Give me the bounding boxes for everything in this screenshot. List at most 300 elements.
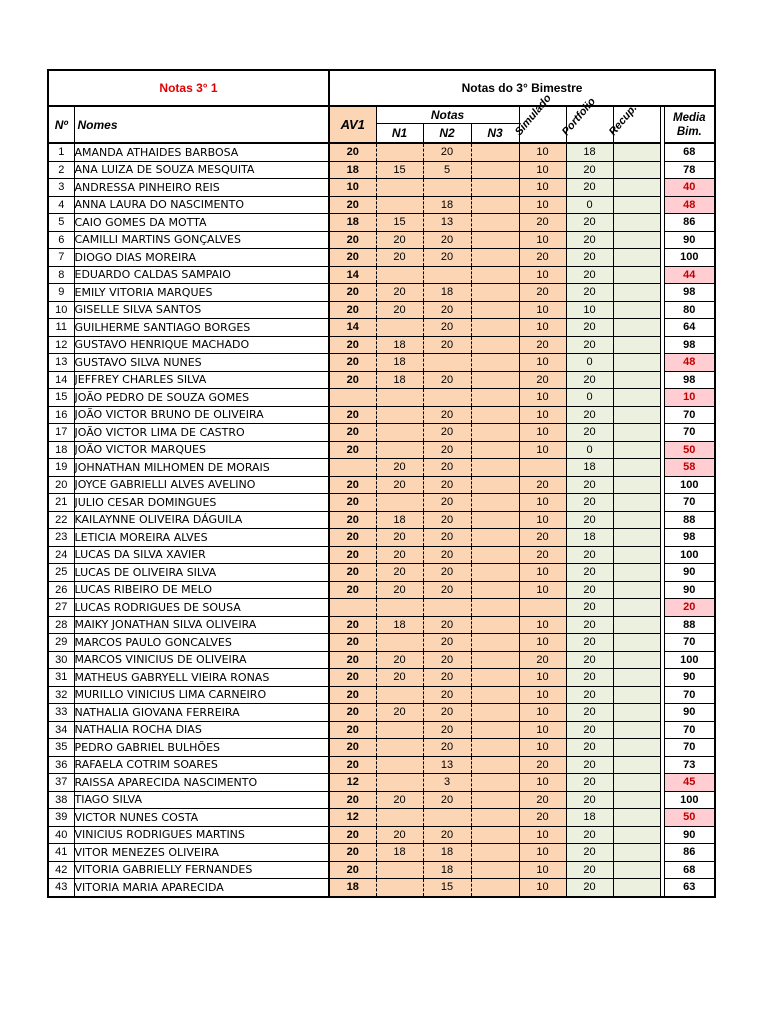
n2-grade: 18	[423, 844, 471, 862]
student-number: 23	[48, 529, 74, 547]
student-number: 31	[48, 669, 74, 687]
bimester-average: 20	[664, 599, 715, 617]
n2-grade	[423, 354, 471, 372]
av1-grade: 10	[329, 179, 376, 197]
n2-grade: 15	[423, 879, 471, 897]
n3-grade	[471, 389, 519, 407]
av1-grade: 20	[329, 511, 376, 529]
n2-grade: 20	[423, 564, 471, 582]
col-header-notas: Notas	[376, 106, 519, 124]
simulado-grade: 10	[519, 879, 566, 897]
av1-grade: 20	[329, 581, 376, 599]
n3-grade	[471, 546, 519, 564]
av1-grade: 20	[329, 616, 376, 634]
portfolio-grade: 20	[566, 704, 613, 722]
n3-grade	[471, 809, 519, 827]
recup-grade	[613, 494, 660, 512]
av1-grade: 20	[329, 529, 376, 547]
n1-grade: 20	[376, 564, 423, 582]
av1-grade: 18	[329, 214, 376, 232]
table-row	[48, 634, 715, 652]
student-name: JOYCE GABRIELLI ALVES AVELINO	[74, 476, 329, 494]
student-name: VITOR MENEZES OLIVEIRA	[74, 844, 329, 862]
portfolio-grade: 20	[566, 791, 613, 809]
col-header-recup: Recup.	[613, 106, 660, 143]
n1-grade: 20	[376, 284, 423, 302]
table-row	[48, 844, 715, 862]
simulado-grade: 10	[519, 669, 566, 687]
recup-grade	[613, 826, 660, 844]
n1-grade: 20	[376, 581, 423, 599]
av1-grade: 20	[329, 301, 376, 319]
n2-grade: 20	[423, 511, 471, 529]
student-number: 24	[48, 546, 74, 564]
bimester-average: 100	[664, 546, 715, 564]
col-header-number: Nº	[48, 106, 74, 143]
portfolio-grade: 18	[566, 143, 613, 161]
student-name: DIOGO DIAS MOREIRA	[74, 249, 329, 267]
n2-grade: 20	[423, 371, 471, 389]
n2-grade: 20	[423, 634, 471, 652]
simulado-grade: 10	[519, 826, 566, 844]
student-number: 43	[48, 879, 74, 897]
table-row	[48, 774, 715, 792]
recup-grade	[613, 546, 660, 564]
bimester-average: 70	[664, 634, 715, 652]
table-row	[48, 511, 715, 529]
student-rows	[48, 143, 715, 897]
student-number: 4	[48, 196, 74, 214]
n1-grade	[376, 599, 423, 617]
n2-grade: 20	[423, 791, 471, 809]
class-title: Notas 3° 1	[48, 70, 329, 106]
simulado-grade: 20	[519, 809, 566, 827]
student-name: MARCOS VINICIUS DE OLIVEIRA	[74, 651, 329, 669]
recup-grade	[613, 861, 660, 879]
table-row	[48, 599, 715, 617]
simulado-grade: 10	[519, 739, 566, 757]
student-name: JOÃO PEDRO DE SOUZA GOMES	[74, 389, 329, 407]
av1-grade: 20	[329, 406, 376, 424]
n3-grade	[471, 774, 519, 792]
table-row	[48, 371, 715, 389]
bimester-average: 70	[664, 739, 715, 757]
simulado-grade: 10	[519, 511, 566, 529]
simulado-grade: 10	[519, 616, 566, 634]
student-number: 12	[48, 336, 74, 354]
table-row	[48, 686, 715, 704]
bimester-average: 88	[664, 616, 715, 634]
student-number: 2	[48, 161, 74, 179]
simulado-grade: 10	[519, 634, 566, 652]
grades-table	[47, 69, 716, 898]
n2-grade: 13	[423, 756, 471, 774]
n2-grade: 20	[423, 406, 471, 424]
n3-grade	[471, 424, 519, 442]
recup-grade	[613, 424, 660, 442]
student-number: 36	[48, 756, 74, 774]
table-row	[48, 441, 715, 459]
table-row	[48, 756, 715, 774]
recup-grade	[613, 616, 660, 634]
av1-grade: 20	[329, 791, 376, 809]
simulado-grade: 10	[519, 161, 566, 179]
n2-grade: 5	[423, 161, 471, 179]
n3-grade	[471, 739, 519, 757]
recup-grade	[613, 179, 660, 197]
student-number: 38	[48, 791, 74, 809]
bimester-average: 58	[664, 459, 715, 477]
simulado-grade: 20	[519, 249, 566, 267]
portfolio-grade: 20	[566, 179, 613, 197]
student-number: 26	[48, 581, 74, 599]
recup-grade	[613, 721, 660, 739]
recup-grade	[613, 161, 660, 179]
n1-grade: 20	[376, 651, 423, 669]
n2-grade	[423, 599, 471, 617]
simulado-grade: 10	[519, 844, 566, 862]
av1-grade: 20	[329, 143, 376, 161]
table-row	[48, 336, 715, 354]
student-name: ANNA LAURA DO NASCIMENTO	[74, 196, 329, 214]
recup-grade	[613, 529, 660, 547]
student-number: 30	[48, 651, 74, 669]
table-row	[48, 196, 715, 214]
student-name: NATHALIA ROCHA DIAS	[74, 721, 329, 739]
recup-grade	[613, 809, 660, 827]
recup-grade	[613, 756, 660, 774]
av1-grade	[329, 389, 376, 407]
simulado-grade: 10	[519, 564, 566, 582]
portfolio-grade: 20	[566, 424, 613, 442]
student-name: VITORIA MARIA APARECIDA	[74, 879, 329, 897]
simulado-grade: 10	[519, 406, 566, 424]
n1-grade	[376, 739, 423, 757]
recup-grade	[613, 266, 660, 284]
portfolio-grade: 20	[566, 564, 613, 582]
n1-grade: 20	[376, 546, 423, 564]
table-row	[48, 879, 715, 897]
col-header-av1: AV1	[329, 106, 376, 143]
n2-grade: 13	[423, 214, 471, 232]
n3-grade	[471, 319, 519, 337]
bimester-average: 78	[664, 161, 715, 179]
table-row	[48, 564, 715, 582]
n1-grade	[376, 721, 423, 739]
student-name: LUCAS RIBEIRO DE MELO	[74, 581, 329, 599]
table-row	[48, 669, 715, 687]
portfolio-grade: 20	[566, 511, 613, 529]
student-name: VITORIA GABRIELLY FERNANDES	[74, 861, 329, 879]
student-number: 28	[48, 616, 74, 634]
n2-grade: 20	[423, 424, 471, 442]
av1-grade: 20	[329, 704, 376, 722]
col-header-media: Media Bim.	[664, 106, 715, 143]
recup-grade	[613, 371, 660, 389]
recup-grade	[613, 319, 660, 337]
n3-grade	[471, 529, 519, 547]
n3-grade	[471, 266, 519, 284]
student-number: 9	[48, 284, 74, 302]
student-name: VINICIUS RODRIGUES MARTINS	[74, 826, 329, 844]
student-name: VICTOR NUNES COSTA	[74, 809, 329, 827]
recup-grade	[613, 214, 660, 232]
av1-grade: 20	[329, 494, 376, 512]
n3-grade	[471, 143, 519, 161]
n2-grade: 20	[423, 669, 471, 687]
n3-grade	[471, 844, 519, 862]
recup-grade	[613, 704, 660, 722]
bimester-average: 40	[664, 179, 715, 197]
av1-grade: 18	[329, 161, 376, 179]
n1-grade	[376, 861, 423, 879]
simulado-grade	[519, 459, 566, 477]
table-row	[48, 459, 715, 477]
table-row	[48, 739, 715, 757]
portfolio-grade: 20	[566, 249, 613, 267]
n1-grade: 15	[376, 214, 423, 232]
n2-grade: 20	[423, 581, 471, 599]
bimester-average: 86	[664, 844, 715, 862]
student-number: 10	[48, 301, 74, 319]
portfolio-grade: 20	[566, 406, 613, 424]
n1-grade	[376, 424, 423, 442]
simulado-grade: 20	[519, 651, 566, 669]
bimester-average: 80	[664, 301, 715, 319]
bimester-average: 73	[664, 756, 715, 774]
recup-grade	[613, 301, 660, 319]
n3-grade	[471, 354, 519, 372]
n1-grade	[376, 389, 423, 407]
simulado-grade: 10	[519, 861, 566, 879]
n2-grade: 18	[423, 284, 471, 302]
n2-grade	[423, 389, 471, 407]
portfolio-grade: 0	[566, 196, 613, 214]
n2-grade: 20	[423, 476, 471, 494]
student-number: 3	[48, 179, 74, 197]
n1-grade: 18	[376, 511, 423, 529]
recup-grade	[613, 389, 660, 407]
bimester-average: 68	[664, 143, 715, 161]
n3-grade	[471, 196, 519, 214]
n2-grade: 20	[423, 529, 471, 547]
simulado-grade: 20	[519, 476, 566, 494]
n2-grade	[423, 179, 471, 197]
col-header-portfolio: Portfolio	[566, 106, 613, 143]
table-row	[48, 476, 715, 494]
student-number: 29	[48, 634, 74, 652]
col-header-n3: N3	[471, 124, 519, 144]
n3-grade	[471, 179, 519, 197]
table-row	[48, 249, 715, 267]
student-number: 18	[48, 441, 74, 459]
portfolio-grade: 20	[566, 721, 613, 739]
recup-grade	[613, 406, 660, 424]
student-number: 11	[48, 319, 74, 337]
n1-grade	[376, 143, 423, 161]
bimester-average: 100	[664, 476, 715, 494]
student-name: MARCOS PAULO GONCALVES	[74, 634, 329, 652]
av1-grade: 20	[329, 686, 376, 704]
n2-grade: 20	[423, 494, 471, 512]
av1-grade	[329, 459, 376, 477]
recup-grade	[613, 739, 660, 757]
n3-grade	[471, 459, 519, 477]
portfolio-grade: 20	[566, 669, 613, 687]
student-name: LETICIA MOREIRA ALVES	[74, 529, 329, 547]
bimester-average: 90	[664, 564, 715, 582]
student-name: TIAGO SILVA	[74, 791, 329, 809]
table-row	[48, 214, 715, 232]
table-row	[48, 284, 715, 302]
table-row	[48, 861, 715, 879]
n1-grade	[376, 494, 423, 512]
av1-grade: 20	[329, 756, 376, 774]
portfolio-grade: 20	[566, 826, 613, 844]
student-number: 20	[48, 476, 74, 494]
n2-grade: 18	[423, 196, 471, 214]
student-number: 6	[48, 231, 74, 249]
student-number: 15	[48, 389, 74, 407]
simulado-grade: 20	[519, 371, 566, 389]
bimester-average: 50	[664, 441, 715, 459]
bimester-average: 70	[664, 721, 715, 739]
recup-grade	[613, 564, 660, 582]
student-number: 41	[48, 844, 74, 862]
n1-grade: 18	[376, 354, 423, 372]
student-number: 16	[48, 406, 74, 424]
bimester-average: 44	[664, 266, 715, 284]
student-number: 35	[48, 739, 74, 757]
bimester-average: 63	[664, 879, 715, 897]
student-name: EDUARDO CALDAS SAMPAIO	[74, 266, 329, 284]
av1-grade: 20	[329, 546, 376, 564]
n3-grade	[471, 564, 519, 582]
bimester-average: 90	[664, 669, 715, 687]
simulado-grade: 10	[519, 196, 566, 214]
n1-grade: 20	[376, 704, 423, 722]
portfolio-grade: 20	[566, 599, 613, 617]
table-row	[48, 406, 715, 424]
student-number: 13	[48, 354, 74, 372]
n3-grade	[471, 826, 519, 844]
av1-grade: 20	[329, 284, 376, 302]
n3-grade	[471, 441, 519, 459]
n3-grade	[471, 249, 519, 267]
n1-grade	[376, 406, 423, 424]
n1-grade: 20	[376, 476, 423, 494]
recup-grade	[613, 441, 660, 459]
simulado-grade: 10	[519, 389, 566, 407]
av1-grade: 20	[329, 826, 376, 844]
student-name: GUSTAVO HENRIQUE MACHADO	[74, 336, 329, 354]
student-number: 7	[48, 249, 74, 267]
av1-grade: 20	[329, 861, 376, 879]
bimester-average: 70	[664, 424, 715, 442]
n2-grade	[423, 809, 471, 827]
n3-grade	[471, 861, 519, 879]
av1-grade: 20	[329, 371, 376, 389]
av1-grade: 20	[329, 441, 376, 459]
student-number: 42	[48, 861, 74, 879]
av1-grade: 20	[329, 231, 376, 249]
recup-grade	[613, 354, 660, 372]
student-name: LUCAS DE OLIVEIRA SILVA	[74, 564, 329, 582]
av1-grade: 20	[329, 651, 376, 669]
student-name: JOÃO VICTOR MARQUES	[74, 441, 329, 459]
simulado-grade: 10	[519, 179, 566, 197]
table-row	[48, 266, 715, 284]
student-name: PEDRO GABRIEL BULHÕES	[74, 739, 329, 757]
student-name: JOHNATHAN MILHOMEN DE MORAIS	[74, 459, 329, 477]
n2-grade: 3	[423, 774, 471, 792]
student-number: 33	[48, 704, 74, 722]
recup-grade	[613, 581, 660, 599]
n3-grade	[471, 231, 519, 249]
n1-grade	[376, 879, 423, 897]
n3-grade	[471, 791, 519, 809]
av1-grade: 20	[329, 196, 376, 214]
table-row	[48, 616, 715, 634]
table-row	[48, 161, 715, 179]
bimester-average: 70	[664, 494, 715, 512]
portfolio-grade: 20	[566, 546, 613, 564]
av1-grade: 20	[329, 669, 376, 687]
n2-grade: 20	[423, 721, 471, 739]
student-name: JEFFREY CHARLES SILVA	[74, 371, 329, 389]
n1-grade: 18	[376, 371, 423, 389]
portfolio-grade: 20	[566, 879, 613, 897]
student-number: 1	[48, 143, 74, 161]
bimester-average: 88	[664, 511, 715, 529]
n1-grade: 18	[376, 336, 423, 354]
recup-grade	[613, 143, 660, 161]
col-header-names: Nomes	[74, 106, 329, 143]
n3-grade	[471, 336, 519, 354]
student-name: GUSTAVO SILVA NUNES	[74, 354, 329, 372]
bimester-average: 98	[664, 529, 715, 547]
table-row	[48, 791, 715, 809]
student-name: JOÃO VICTOR LIMA DE CASTRO	[74, 424, 329, 442]
n2-grade: 20	[423, 546, 471, 564]
table-row	[48, 179, 715, 197]
portfolio-grade: 18	[566, 459, 613, 477]
student-name: KAILAYNNE OLIVEIRA DÁGUILA	[74, 511, 329, 529]
recup-grade	[613, 879, 660, 897]
n2-grade: 20	[423, 319, 471, 337]
recup-grade	[613, 336, 660, 354]
simulado-grade: 20	[519, 546, 566, 564]
simulado-grade: 10	[519, 704, 566, 722]
bimester-average: 100	[664, 651, 715, 669]
student-number: 17	[48, 424, 74, 442]
bimester-average: 100	[664, 249, 715, 267]
n2-grade: 18	[423, 861, 471, 879]
student-name: ANDRESSA PINHEIRO REIS	[74, 179, 329, 197]
student-number: 25	[48, 564, 74, 582]
portfolio-grade: 20	[566, 214, 613, 232]
simulado-grade: 10	[519, 266, 566, 284]
portfolio-grade: 20	[566, 161, 613, 179]
n3-grade	[471, 634, 519, 652]
bimester-average: 100	[664, 791, 715, 809]
table-row	[48, 424, 715, 442]
av1-grade: 20	[329, 721, 376, 739]
table-row	[48, 354, 715, 372]
bimester-average: 90	[664, 704, 715, 722]
student-name: NATHALIA GIOVANA FERREIRA	[74, 704, 329, 722]
n2-grade: 20	[423, 651, 471, 669]
